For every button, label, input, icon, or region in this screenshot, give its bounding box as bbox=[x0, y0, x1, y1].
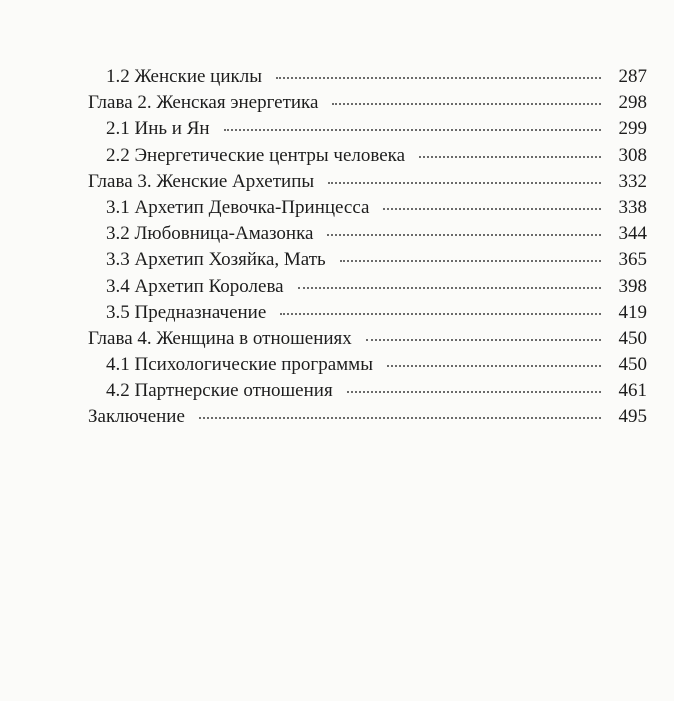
dot-leader bbox=[328, 182, 601, 184]
toc-entry-title: 2.2 Энергетические центры человека bbox=[106, 144, 406, 166]
toc-entry-title: 4.2 Партнерские отношения bbox=[106, 380, 333, 402]
toc-entry bbox=[88, 195, 647, 221]
toc-entry bbox=[88, 90, 647, 116]
dot-leader bbox=[298, 287, 601, 289]
dot-leader bbox=[366, 339, 601, 341]
toc-entry-page: 298 bbox=[618, 92, 647, 114]
toc-entry-page: 461 bbox=[618, 380, 647, 402]
toc-entry-title: 3.5 Предназначение bbox=[106, 301, 267, 323]
toc-entry bbox=[88, 378, 647, 404]
dot-leader bbox=[199, 417, 601, 419]
toc-entry-title: Глава 2. Женская энергетика bbox=[88, 92, 319, 114]
dot-leader bbox=[327, 234, 601, 236]
toc-entry bbox=[88, 221, 647, 247]
toc-entry-page: 299 bbox=[618, 118, 647, 140]
toc-entry-page: 365 bbox=[618, 249, 647, 271]
toc-entry bbox=[88, 326, 647, 352]
dot-leader bbox=[419, 156, 601, 158]
dot-leader bbox=[224, 129, 601, 131]
toc-entry-title: 1.2 Женские циклы bbox=[106, 66, 262, 87]
toc-entry-title: Заключение bbox=[88, 406, 185, 428]
toc-entry bbox=[88, 274, 647, 300]
toc-entry-page: 450 bbox=[618, 327, 647, 349]
table-of-contents bbox=[88, 64, 647, 431]
toc-entry-title: 3.1 Архетип Девочка-Принцесса bbox=[106, 196, 370, 218]
toc-entry bbox=[88, 169, 647, 195]
toc-entry-title: 3.4 Архетип Королева bbox=[106, 275, 284, 297]
toc-entry-page: 344 bbox=[618, 223, 647, 245]
dot-leader bbox=[340, 260, 601, 262]
dot-leader bbox=[280, 313, 601, 315]
toc-entry bbox=[88, 404, 647, 430]
dot-leader bbox=[383, 208, 601, 210]
toc-entry-page: 398 bbox=[618, 275, 647, 297]
dot-leader bbox=[276, 77, 601, 79]
toc-entry bbox=[88, 116, 647, 142]
toc-entry-page: 287 bbox=[618, 66, 647, 87]
dot-leader bbox=[332, 103, 601, 105]
toc-entry-page: 338 bbox=[618, 196, 647, 218]
toc-entry-page: 495 bbox=[618, 406, 647, 428]
toc-entry-title: 2.1 Инь и Ян bbox=[106, 118, 210, 140]
dot-leader bbox=[347, 391, 601, 393]
toc-entry-title: Глава 4. Женщина в отношениях bbox=[88, 327, 352, 349]
toc-entry bbox=[88, 300, 647, 326]
toc-entry-page: 419 bbox=[618, 301, 647, 323]
toc-entry-title: 3.3 Архетип Хозяйка, Мать bbox=[106, 249, 326, 271]
toc-entry-title: Глава 3. Женские Архетипы bbox=[88, 170, 315, 192]
toc-entry-page: 450 bbox=[618, 354, 647, 376]
toc-entry-title: 4.1 Психологические программы bbox=[106, 354, 373, 376]
toc-entry bbox=[88, 64, 647, 90]
toc-entry-page: 332 bbox=[618, 170, 647, 192]
toc-entry bbox=[88, 143, 647, 169]
toc-entry-title: 3.2 Любовница-Амазонка bbox=[106, 223, 314, 245]
dot-leader bbox=[387, 365, 601, 367]
toc-entry-page: 308 bbox=[618, 144, 647, 166]
toc-entry bbox=[88, 352, 647, 378]
toc-entry bbox=[88, 247, 647, 273]
